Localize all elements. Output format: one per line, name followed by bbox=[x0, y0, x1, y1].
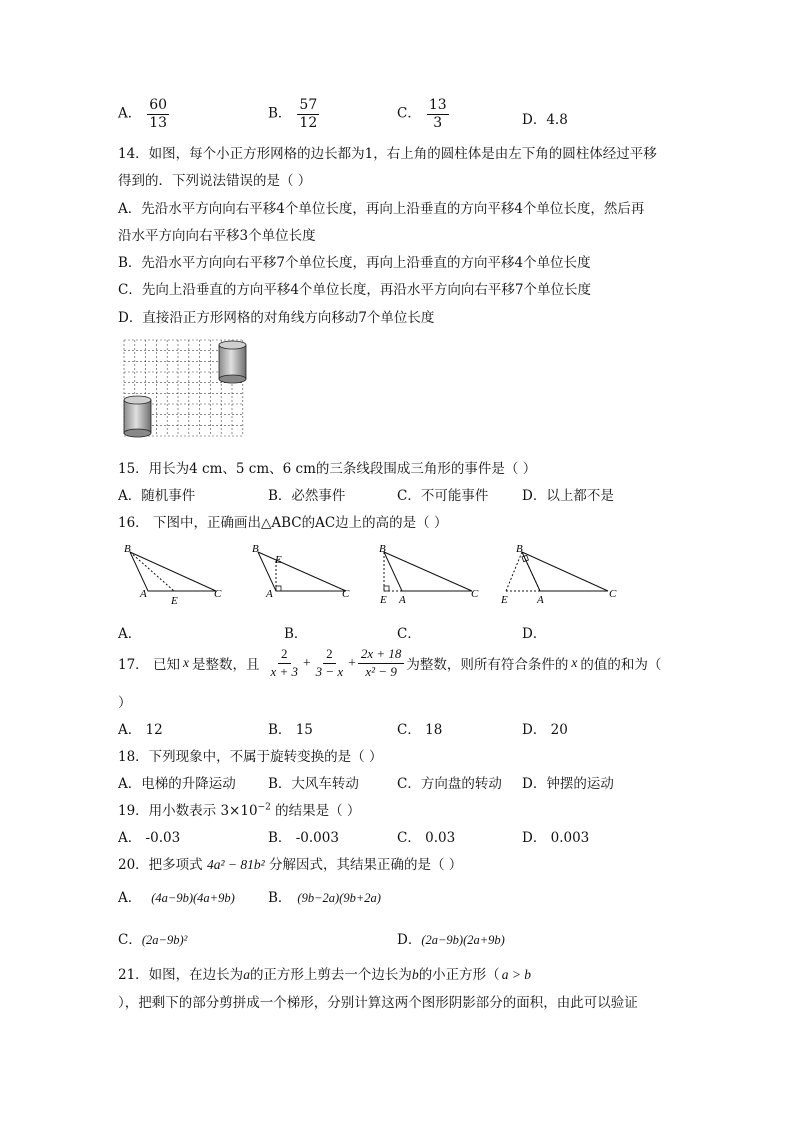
denominator: x² − 9 bbox=[365, 663, 397, 679]
numerator: 57 bbox=[299, 97, 318, 113]
fraction bbox=[297, 98, 319, 130]
label-e: E bbox=[275, 554, 282, 566]
label-c: C bbox=[342, 588, 350, 600]
q21-post: 的小正方形（ bbox=[418, 967, 500, 983]
q18-option-a: A．电梯的升降运动 bbox=[118, 776, 236, 792]
q18-option-d: D．钟摆的运动 bbox=[522, 776, 614, 792]
q17-stem-line2: ） bbox=[118, 695, 132, 711]
q16-stem: 16． 下图中，正确画出△ABC的AC边上的高的是（ ） bbox=[118, 515, 448, 531]
fraction-3 bbox=[358, 647, 405, 679]
numerator: 60 bbox=[149, 97, 168, 113]
q15-stem: 15．用长为4 cm、5 cm、6 cm的三条线段围成三角形的事件是（ ） bbox=[118, 461, 537, 477]
q17-option-a: A． 12 bbox=[118, 722, 163, 738]
q16-option-d: D． bbox=[522, 626, 547, 642]
option-letter: B． bbox=[268, 890, 292, 906]
q15-option-d: D．以上都不是 bbox=[522, 488, 614, 504]
variable-x: x bbox=[571, 655, 578, 670]
cylinder-top-right bbox=[219, 341, 246, 383]
numerator: 2 bbox=[323, 647, 336, 663]
label-c: C bbox=[609, 588, 617, 600]
option-text: 4.8 bbox=[546, 112, 568, 128]
q19-option-a: A． -0.03 bbox=[118, 830, 181, 846]
fraction-1 bbox=[267, 647, 301, 679]
label-c: C bbox=[214, 588, 222, 600]
q20-option-a bbox=[118, 886, 235, 906]
variable-a: a bbox=[243, 967, 250, 982]
option-letter: D． bbox=[397, 932, 422, 948]
q21-pre: 21．如图，在边长为 bbox=[118, 967, 244, 983]
denominator: x + 3 bbox=[270, 663, 299, 679]
fraction bbox=[427, 98, 449, 130]
option-letter: A． bbox=[118, 105, 142, 122]
option-letter: C． bbox=[118, 932, 142, 948]
q17-option-c: C． 18 bbox=[397, 722, 443, 738]
q15-option-c: C．不可能事件 bbox=[397, 488, 489, 504]
q19-stem-pre: 19．用小数表示 3×10 bbox=[118, 803, 258, 819]
variable-x: x bbox=[182, 655, 189, 670]
q13-option-a bbox=[118, 98, 169, 130]
q18-option-c: C．方向盘的转动 bbox=[397, 776, 502, 792]
q16-figures bbox=[118, 540, 628, 610]
q13-option-b bbox=[268, 98, 319, 130]
label-b: B bbox=[124, 543, 131, 555]
q20-stem-pre: 20．把多项式 bbox=[118, 857, 207, 873]
label-b: B bbox=[516, 543, 523, 555]
q16-option-b: B． bbox=[284, 626, 308, 642]
label-c: C bbox=[471, 588, 479, 600]
q21-mid: 的正方形上剪去一个边长为 bbox=[249, 967, 412, 983]
option-letter: C． bbox=[397, 105, 421, 122]
label-b: B bbox=[252, 543, 259, 555]
q21-stem-line1 bbox=[118, 963, 531, 983]
q14-option-a-line1: A．先沿水平方向向右平移4个单位长度，再向上沿垂直的方向平移4个单位长度，然后再 bbox=[118, 201, 645, 217]
q19-stem bbox=[118, 799, 360, 819]
q20-option-b bbox=[268, 886, 381, 906]
q13-option-c bbox=[397, 98, 449, 130]
label-a: A bbox=[537, 594, 544, 606]
q17-suffix1: 为整数，则所有符合条件的 bbox=[406, 657, 569, 673]
label-a: A bbox=[266, 588, 273, 600]
numerator: 2x + 18 bbox=[358, 647, 405, 663]
label-e: E bbox=[171, 595, 178, 607]
q21-stem-line2: ），把剩下的部分剪拼成一个梯形，分别计算这两个图形阴影部分的面积，由此可以验证 bbox=[118, 995, 638, 1011]
q15-option-b: B．必然事件 bbox=[268, 488, 346, 504]
label-e: E bbox=[501, 594, 508, 606]
q20-stem-post: 分解因式，其结果正确的是（ ） bbox=[264, 857, 463, 873]
condition: a > b bbox=[501, 967, 532, 982]
q13-option-d bbox=[522, 108, 568, 128]
q17-stem: 17． 已知 x 是整数，且 $\frac{2}{x + 3}$ + $\frac{2}{3 - x}$ + $\frac{2x + 18}{\text{x² − 9}}$ 为整数，则所有符合条件的 x 的值的和为（ bbox=[118, 646, 662, 679]
option-expr: (4a−9b)(4a+9b) bbox=[151, 891, 235, 905]
fraction-2 bbox=[313, 647, 347, 679]
triangle-figure-a bbox=[130, 552, 216, 591]
q15-option-a: A．随机事件 bbox=[118, 488, 196, 504]
q14-option-d: D．直接沿正方形网格的对角线方向移动7个单位长度 bbox=[118, 310, 435, 326]
q17-prefix: 17． 已知 bbox=[118, 657, 180, 673]
q20-option-d bbox=[397, 928, 505, 948]
q19-option-d: D． 0.003 bbox=[522, 830, 590, 846]
q20-stem bbox=[118, 853, 462, 873]
denominator: 13 bbox=[149, 114, 168, 131]
q17-mid: 是整数，且 bbox=[191, 657, 260, 673]
triangle-figure-c bbox=[384, 552, 472, 591]
q20-option-c bbox=[118, 928, 187, 948]
triangle-figure-b bbox=[258, 552, 346, 591]
q14-option-a-line2: 沿水平方向向右平移3个单位长度 bbox=[118, 228, 316, 244]
q18-option-b: B．大风车转动 bbox=[268, 776, 359, 792]
q16-option-a: A． bbox=[118, 626, 142, 642]
option-expr: (2a−9b)² bbox=[141, 933, 188, 947]
q14-option-b: B．先沿水平方向向右平移7个单位长度，再向上沿垂直的方向平移4个单位长度 bbox=[118, 255, 591, 271]
label-a: A bbox=[140, 588, 147, 600]
option-expr: (9b−2a)(9b+2a) bbox=[297, 891, 381, 905]
q17-option-b: B． 15 bbox=[268, 722, 313, 738]
polynomial: 4a² − 81b² bbox=[206, 857, 265, 872]
q16-option-c: C． bbox=[397, 626, 421, 642]
variable-b: b bbox=[411, 967, 419, 982]
grid-figure bbox=[120, 336, 252, 442]
label-b: B bbox=[379, 543, 386, 555]
option-expr: (2a−9b)(2a+9b) bbox=[421, 933, 505, 947]
q14-stem-line1: 14．如图，每个小正方形网格的边长都为1，右上角的圆柱体是由左下角的圆柱体经过平移 bbox=[118, 146, 657, 162]
label-e: E bbox=[380, 594, 387, 606]
q19-option-c: C． 0.03 bbox=[397, 830, 456, 846]
denominator: 3 − x bbox=[315, 663, 344, 679]
denominator: 12 bbox=[299, 114, 318, 131]
q17-option-d: D． 20 bbox=[522, 722, 568, 738]
q19-stem-post: 的结果是（ ） bbox=[270, 803, 361, 819]
fraction bbox=[147, 98, 169, 130]
denominator: 3 bbox=[433, 114, 443, 131]
option-letter: D． bbox=[522, 112, 547, 128]
q18-stem: 18．下列现象中，不属于旋转变换的是（ ） bbox=[118, 749, 383, 765]
q19-option-b: B． -0.003 bbox=[268, 830, 339, 846]
option-letter: A． bbox=[118, 890, 142, 906]
q17-suffix2: 的值的和为（ bbox=[580, 657, 662, 673]
q14-stem-line2: 得到的．下列说法错误的是（ ） bbox=[118, 173, 312, 189]
numerator: 2 bbox=[278, 647, 291, 663]
label-a: A bbox=[399, 594, 406, 606]
q14-option-c: C．先向上沿垂直的方向平移4个单位长度，再沿水平方向向右平移7个单位长度 bbox=[118, 282, 592, 298]
exponent: −2 bbox=[257, 802, 271, 813]
triangle-figure-d bbox=[506, 552, 608, 591]
cylinder-bottom-left bbox=[124, 396, 151, 437]
option-letter: B． bbox=[268, 105, 292, 122]
numerator: 13 bbox=[428, 97, 447, 113]
